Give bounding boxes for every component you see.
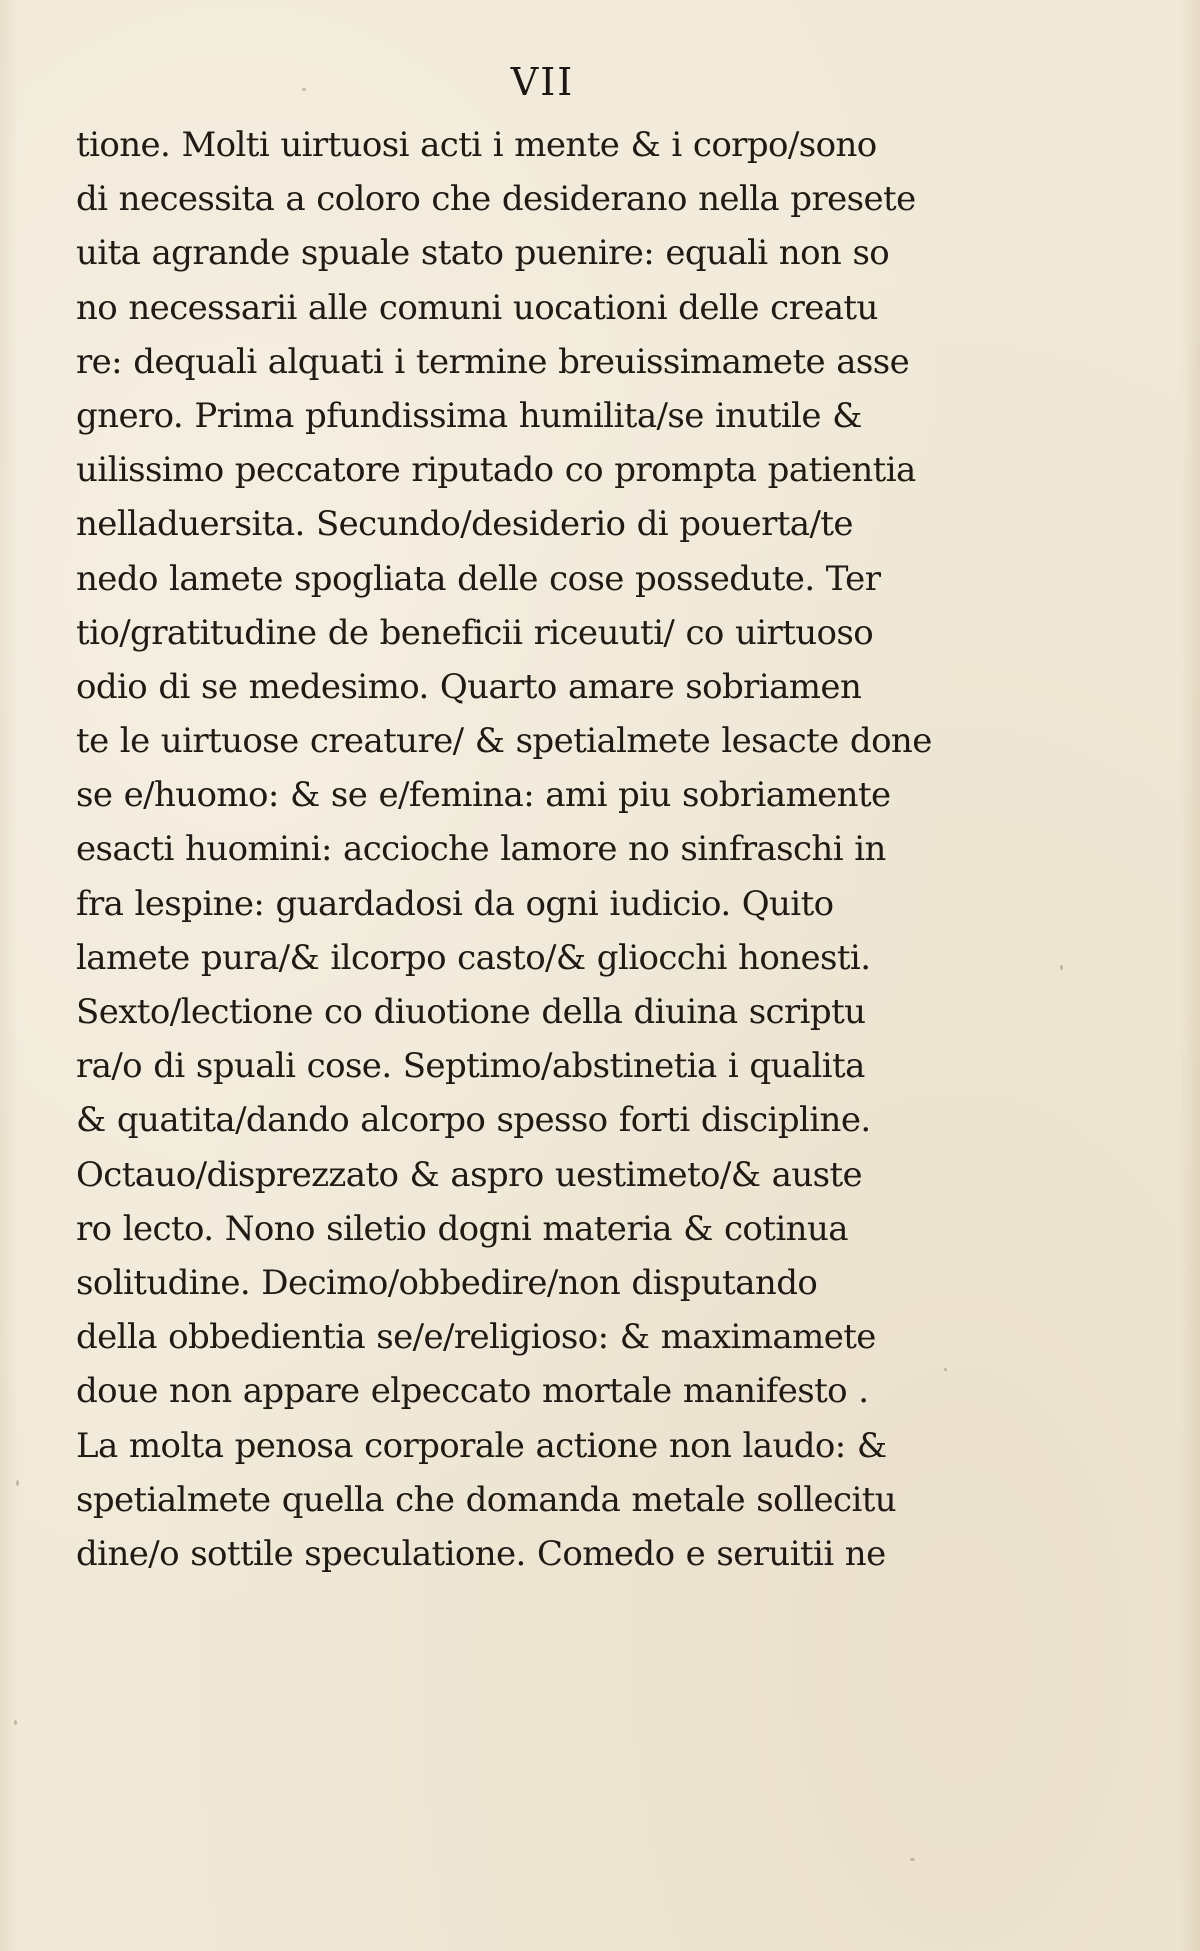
paper-speck xyxy=(1060,965,1063,970)
text-line: Octauo/disprezzato & aspro uestimeto/& auste xyxy=(76,1154,863,1195)
paper-speck xyxy=(944,1368,947,1371)
text-line: Sexto/lectione co diuotione della diuina scriptu xyxy=(76,992,866,1032)
text-line: uilissimo peccatore riputado co prompta patientia xyxy=(76,450,916,491)
paper-speck xyxy=(302,88,306,91)
text-line: nelladuersita. Secundo/desiderio di pouerta/te xyxy=(76,504,853,545)
body-text xyxy=(76,118,936,1581)
text-line: esacti huomini: accioche lamore no sinfraschi in xyxy=(76,829,886,870)
text-line: ro lecto. Nono siletio dogni materia & cotinua xyxy=(76,1208,848,1249)
text-line: tione. Molti uirtuosi acti i mente & i corpo/sono xyxy=(76,125,877,165)
text-line: se e/huomo: & se e/femina: ami piu sobriamente xyxy=(76,775,891,816)
text-line: dine/o sottile speculatione. Comedo e seruitii ne xyxy=(76,1533,886,1574)
paper-speck xyxy=(910,1858,915,1861)
paper-speck xyxy=(16,1480,19,1486)
text-line: odio di se medesimo. Quarto amare sobriamen xyxy=(76,666,862,707)
text-line: spetialmete quella che domanda metale sollecitu xyxy=(76,1479,897,1520)
text-line: doue non appare elpeccato mortale manifesto . xyxy=(76,1371,869,1412)
text-line: te le uirtuose creature/ & spetialmete lesacte done xyxy=(76,721,932,762)
text-line: solitudine. Decimo/obbedire/non disputando xyxy=(76,1262,818,1303)
text-line: lamete pura/& ilcorpo casto/& gliocchi honesti. xyxy=(76,937,871,978)
page-number: VII xyxy=(510,60,575,104)
text-line: & quatita/dando alcorpo spesso forti discipline. xyxy=(76,1100,871,1141)
text-line: re: dequali alquati i termine breuissimamete asse xyxy=(76,341,910,382)
text-line: uita agrande spuale stato puenire: equali non so xyxy=(76,233,890,274)
text-line: nedo lamete spogliata delle cose possedute. Ter xyxy=(76,558,881,599)
text-line: fra lespine: guardadosi da ogni iudicio. Quito xyxy=(76,883,834,924)
text-line: La molta penosa corporale actione non laudo: & xyxy=(76,1425,887,1466)
text-line: gnero. Prima pfundissima humilita/se inutile & xyxy=(76,395,862,436)
text-line: no necessarii alle comuni uocationi delle creatu xyxy=(76,287,878,328)
text-line: tio/gratitudine de beneficii riceuuti/ co uirtuoso xyxy=(76,612,874,653)
text-line: di necessita a coloro che desiderano nella presete xyxy=(76,179,916,220)
text-line: della obbedientia se/e/religioso: & maximamete xyxy=(76,1317,876,1358)
text-line: ra/o di spuali cose. Septimo/abstinetia i qualita xyxy=(76,1046,865,1087)
paper-speck xyxy=(14,1720,17,1725)
